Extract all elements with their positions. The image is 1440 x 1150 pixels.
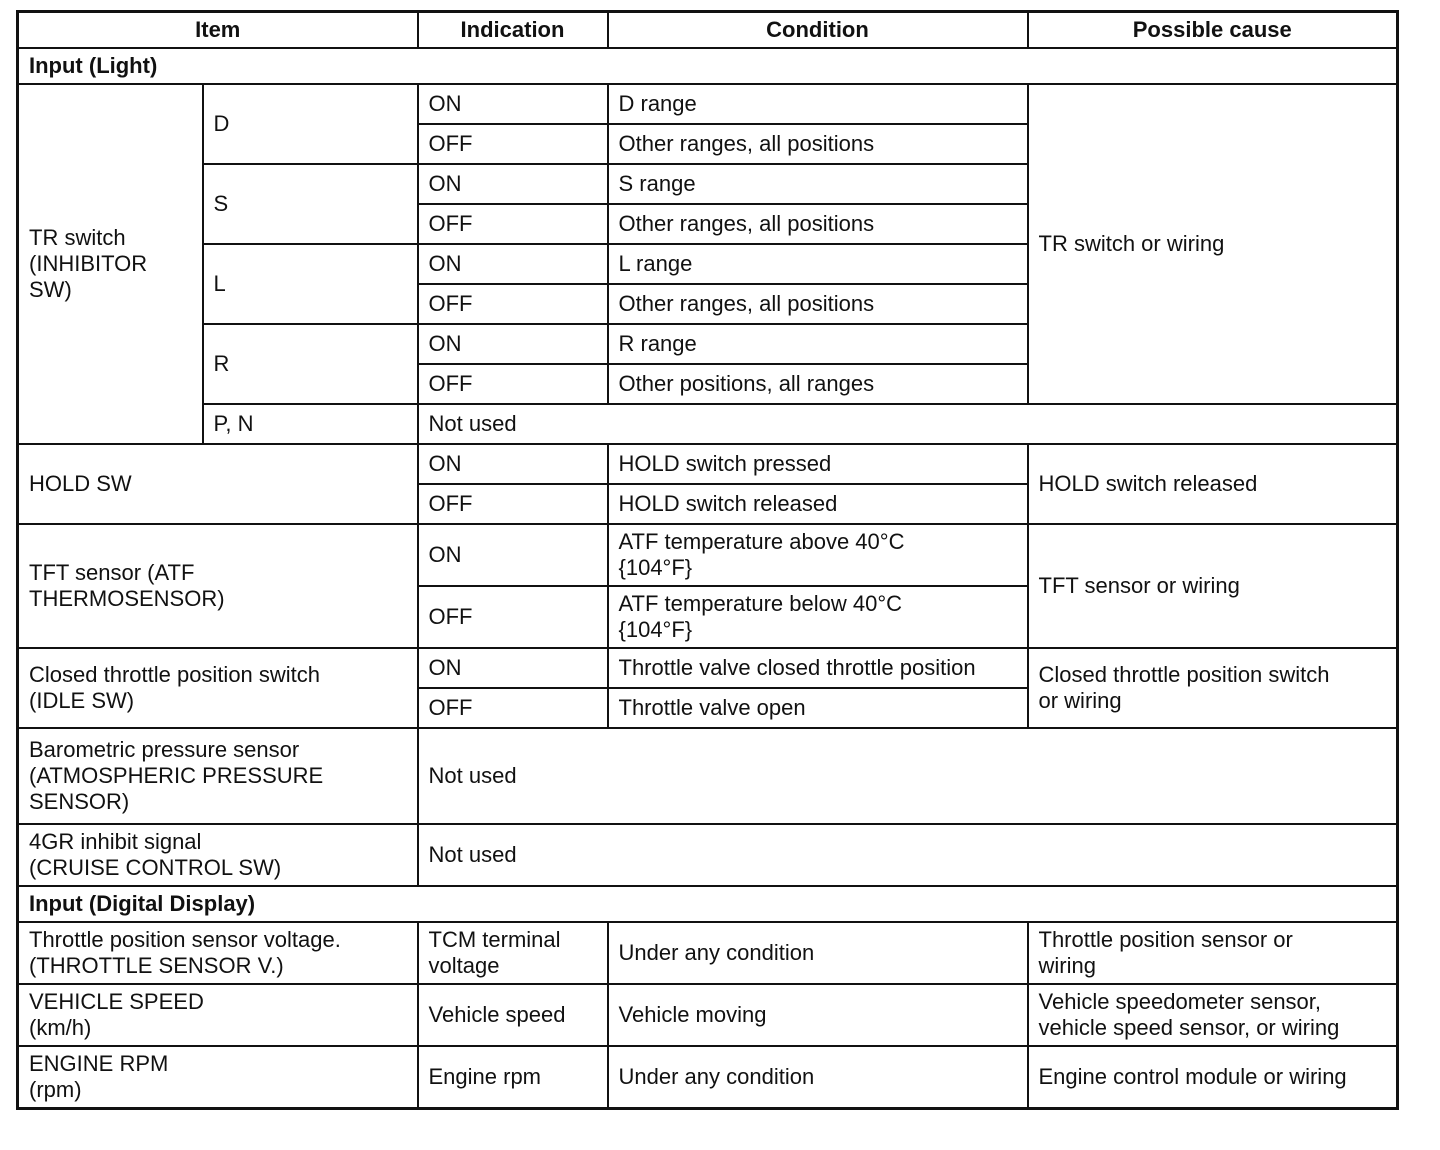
indication-cell: Engine rpm [418, 1046, 608, 1109]
indication-cell: OFF [418, 484, 608, 524]
table-row [18, 984, 1398, 1046]
tr-r-label: R [203, 324, 418, 404]
tr-d-label: D [203, 84, 418, 164]
indication-cell: OFF [418, 688, 608, 728]
tr-switch-label: TR switch (INHIBITOR SW) [18, 84, 203, 444]
indication-cell: ON [418, 84, 608, 124]
tr-s-label: S [203, 164, 418, 244]
indication-cell: OFF [418, 364, 608, 404]
indication-cell: OFF [418, 586, 608, 648]
condition-cell: Other ranges, all positions [608, 284, 1028, 324]
condition-cell: Other positions, all ranges [608, 364, 1028, 404]
condition-cell: Other ranges, all positions [608, 124, 1028, 164]
table-row [18, 524, 1398, 586]
table-row [18, 824, 1398, 886]
tr-l-label: L [203, 244, 418, 324]
diagnostic-table-page [16, 10, 1396, 1110]
cause-cell: Engine control module or wiring [1028, 1046, 1398, 1109]
idle-sw-label: Closed throttle position switch (IDLE SW) [18, 648, 418, 728]
monitor-item-table [16, 10, 1399, 1110]
indication-cell: ON [418, 244, 608, 284]
indication-cell: OFF [418, 284, 608, 324]
tft-sensor-cause: TFT sensor or wiring [1028, 524, 1398, 648]
tr-pn-label: P, N [203, 404, 418, 444]
section-input-light: Input (Light) [18, 48, 1398, 84]
not-used-cell: Not used [418, 728, 1398, 824]
header-condition: Condition [608, 12, 1028, 49]
table-header-row [18, 12, 1398, 49]
condition-cell: Other ranges, all positions [608, 204, 1028, 244]
indication-cell: ON [418, 648, 608, 688]
vehicle-speed-label: VEHICLE SPEED (km/h) [18, 984, 418, 1046]
cause-cell: Vehicle speedometer sensor, vehicle speed sensor, or wiring [1028, 984, 1398, 1046]
indication-cell: Vehicle speed [418, 984, 608, 1046]
engine-rpm-label: ENGINE RPM (rpm) [18, 1046, 418, 1109]
table-row [18, 84, 1398, 124]
indication-cell: ON [418, 524, 608, 586]
hold-sw-label: HOLD SW [18, 444, 418, 524]
condition-cell: D range [608, 84, 1028, 124]
condition-cell: HOLD switch pressed [608, 444, 1028, 484]
table-row [18, 922, 1398, 984]
hold-sw-cause: HOLD switch released [1028, 444, 1398, 524]
table-row [18, 444, 1398, 484]
indication-cell: ON [418, 444, 608, 484]
indication-cell: OFF [418, 204, 608, 244]
condition-cell: Throttle valve open [608, 688, 1028, 728]
condition-cell: Throttle valve closed throttle position [608, 648, 1028, 688]
condition-cell: L range [608, 244, 1028, 284]
header-possible-cause: Possible cause [1028, 12, 1398, 49]
condition-cell: ATF temperature below 40°C {104°F} [608, 586, 1028, 648]
section-row [18, 48, 1398, 84]
indication-cell: ON [418, 324, 608, 364]
condition-cell: Under any condition [608, 1046, 1028, 1109]
indication-cell: OFF [418, 124, 608, 164]
header-indication: Indication [418, 12, 608, 49]
tr-switch-cause: TR switch or wiring [1028, 84, 1398, 404]
baro-sensor-label: Barometric pressure sensor (ATMOSPHERIC PRESSURE SENSOR) [18, 728, 418, 824]
inhibit-4gr-label: 4GR inhibit signal (CRUISE CONTROL SW) [18, 824, 418, 886]
cause-cell: Throttle position sensor or wiring [1028, 922, 1398, 984]
section-row [18, 886, 1398, 922]
tft-sensor-label: TFT sensor (ATF THERMOSENSOR) [18, 524, 418, 648]
condition-cell: Vehicle moving [608, 984, 1028, 1046]
indication-cell: TCM terminal voltage [418, 922, 608, 984]
condition-cell: Under any condition [608, 922, 1028, 984]
condition-cell: HOLD switch released [608, 484, 1028, 524]
table-row [18, 1046, 1398, 1109]
idle-sw-cause: Closed throttle position switch or wiring [1028, 648, 1398, 728]
section-input-digital: Input (Digital Display) [18, 886, 1398, 922]
table-row [18, 648, 1398, 688]
condition-cell: S range [608, 164, 1028, 204]
condition-cell: ATF temperature above 40°C {104°F} [608, 524, 1028, 586]
throttle-voltage-label: Throttle position sensor voltage. (THROTTLE SENSOR V.) [18, 922, 418, 984]
table-row [18, 404, 1398, 444]
condition-cell: R range [608, 324, 1028, 364]
indication-cell: ON [418, 164, 608, 204]
header-item: Item [18, 12, 418, 49]
table-row [18, 728, 1398, 824]
not-used-cell: Not used [418, 824, 1398, 886]
not-used-cell: Not used [418, 404, 1398, 444]
